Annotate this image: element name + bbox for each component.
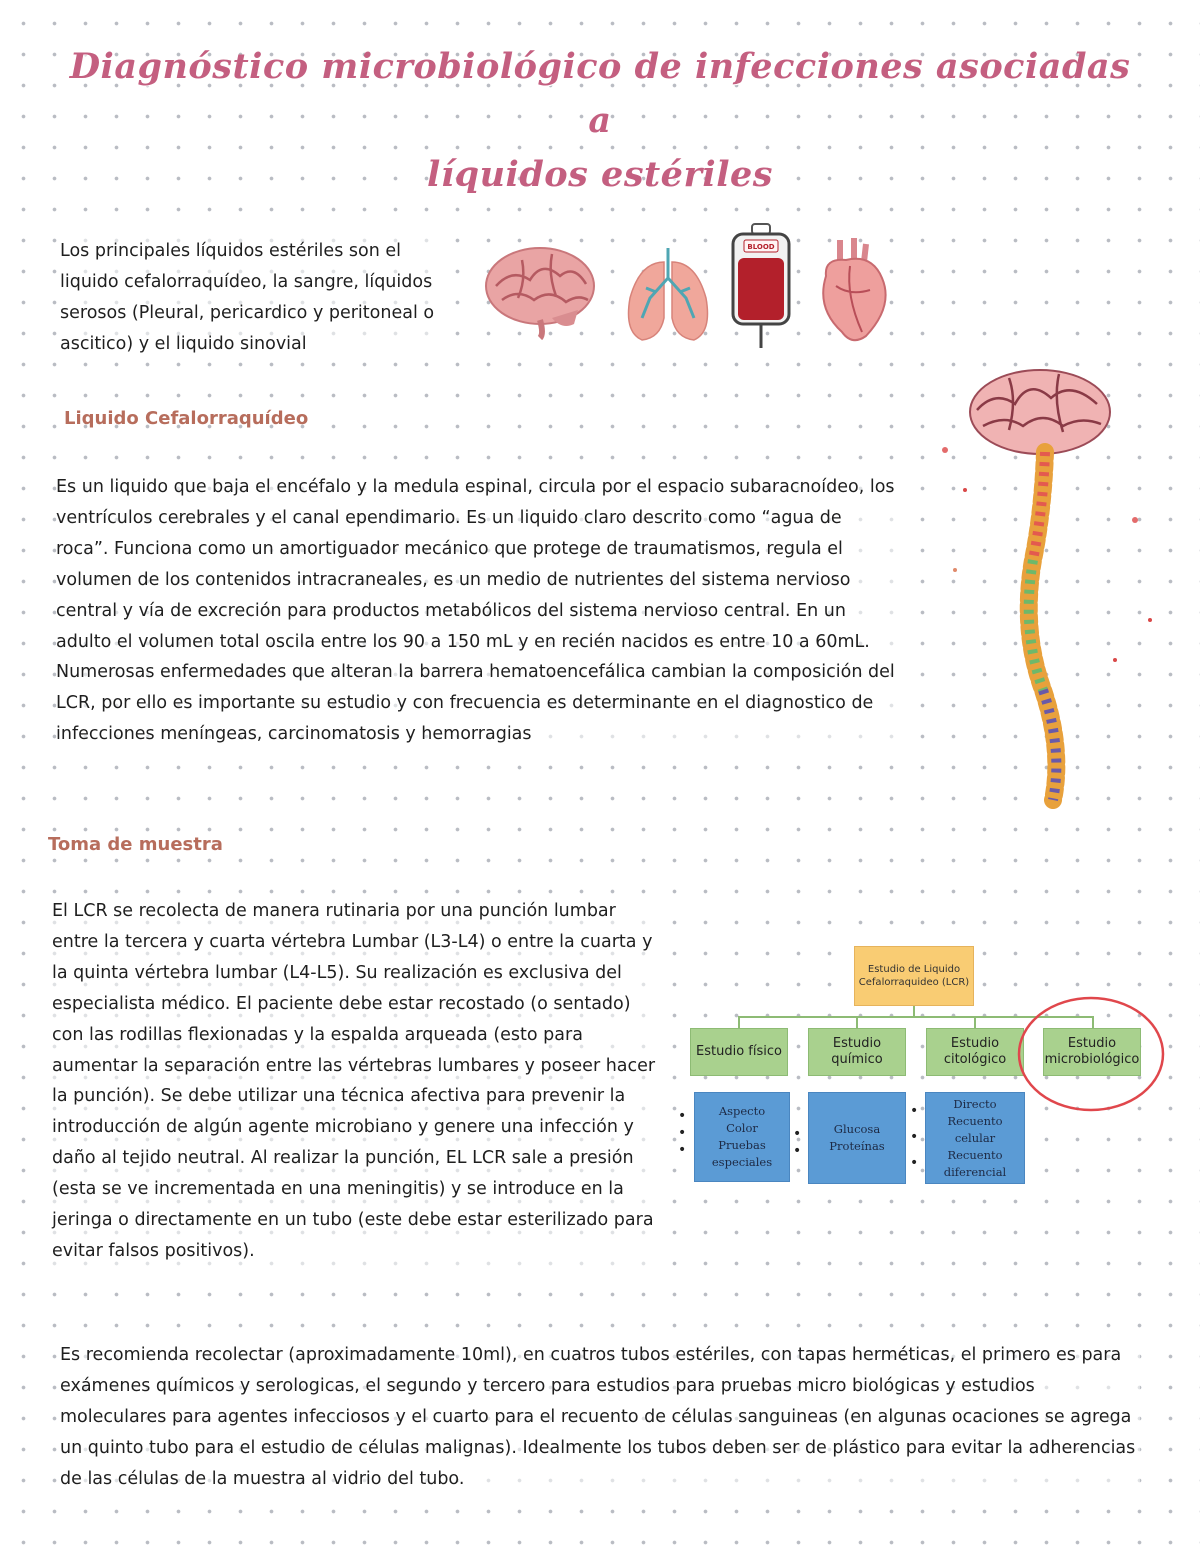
quimico-item: Glucosa bbox=[833, 1122, 881, 1136]
lungs-illustration bbox=[620, 248, 716, 346]
fisico-bullets: • • • bbox=[678, 1108, 687, 1158]
quimico-bullets: • • bbox=[793, 1126, 802, 1159]
microbiologico-highlight-circle bbox=[1016, 996, 1166, 1116]
lcr-study-diagram bbox=[678, 940, 1168, 1200]
closing-paragraph: Es recomienda recolectar (aproximadamente 10ml), en cuatros tubos estériles, con tapas herméticas, el primero es para exámenes químicos y serologicas, el segundo y tercero para estudios para pruebas micro biológicas y estudios moleculares para agentes infecciosos y el cuarto para el recuento de células sanguineas (en algunas ocaciones se agrega un quinto tubo para el estudio de células malignas). Idealmente los tubos deben ser de plástico para evitar la adherencias de las células de la muestra al vidrio del tubo. bbox=[60, 1345, 1136, 1489]
fisico-items-box bbox=[694, 1092, 790, 1182]
toma-paragraph: El LCR se recolecta de manera rutinaria por una punción lumbar entre la tercera y cuarta vértebra Lumbar (L3-L4) o entre la cuarta y la quinta vértebra lumbar (L4-L5). Su realización es exclusiva del especialista médico. El paciente debe estar recostado (o sentado) con las rodillas flexionadas y la espalda arqueada (esto para aumentar la separación entre las vértebras lumbares y poseer hacer la punción). Se debe utilizar una técnica afectiva para prevenir la introducción de algún agente microbiano y genere una infección y daño al tejido neutral. Al realizar la punción, EL LCR sale a presión (esta se ve incrementada en una meningitis) y se introduce en la jeringa o directamente en un tubo (este debe estar esterilizado para evitar falsos positivos). bbox=[52, 901, 656, 1261]
brain-illustration bbox=[482, 240, 600, 340]
quimico-items-box bbox=[808, 1092, 906, 1184]
page-title bbox=[60, 40, 1140, 202]
diagram-connector-2 bbox=[856, 1016, 858, 1028]
heart-illustration bbox=[810, 236, 894, 348]
toma-heading: Toma de muestra bbox=[48, 834, 223, 855]
fisico-item: Aspecto bbox=[718, 1104, 766, 1118]
diagram-root-box: Estudio de Liquido Cefalorraquideo (LCR) bbox=[854, 946, 974, 1006]
title-line-2: líquidos estériles bbox=[427, 154, 773, 195]
diagram-connector-3 bbox=[974, 1016, 976, 1028]
branch-fisico: Estudio físico bbox=[690, 1028, 788, 1076]
citologico-items-box bbox=[925, 1092, 1025, 1184]
citologico-bullets: • • • bbox=[910, 1103, 919, 1171]
branch-microbiologico: Estudio microbiológico bbox=[1043, 1028, 1141, 1076]
lcr-heading: Liquido Cefalorraquídeo bbox=[64, 408, 309, 429]
citologico-item: Recuento celular bbox=[947, 1113, 1003, 1145]
branch-citologico: Estudio citológico bbox=[926, 1028, 1024, 1076]
lcr-paragraph-2: Numerosas enfermedades que alteran la barrera hematoencefálica cambian la composición del LCR, por ello es importante su estudio y con frecuencia es determinante en el diagnostico de infecciones meníngeas, carcinomatosis y hemorragias bbox=[56, 662, 895, 745]
lcr-section bbox=[56, 472, 898, 750]
diagram-connector-trunk bbox=[913, 1006, 915, 1016]
closing-section bbox=[60, 1340, 1140, 1495]
title-line-1: Diagnóstico microbiológico de infecciones asociadas a bbox=[69, 46, 1131, 141]
branch-quimico: Estudio químico bbox=[808, 1028, 906, 1076]
intro-paragraph bbox=[60, 236, 450, 360]
quimico-item: Proteínas bbox=[829, 1139, 885, 1153]
citologico-item: Recuento diferencial bbox=[943, 1147, 1007, 1179]
blood-bag-illustration bbox=[728, 222, 794, 350]
fisico-item: Color bbox=[726, 1121, 758, 1135]
fisico-item: Pruebas especiales bbox=[711, 1138, 773, 1169]
citologico-item: Directo bbox=[953, 1096, 997, 1111]
toma-section bbox=[52, 896, 662, 1267]
blood-bag-label: BLOOD bbox=[747, 243, 775, 251]
diagram-connector-1 bbox=[738, 1016, 740, 1028]
intro-text: Los principales líquidos estériles son el liquido cefalorraquídeo, la sangre, líquidos serosos (Pleural, pericardico y peritoneal o ascitico) y el liquido sinovial bbox=[60, 241, 435, 354]
lcr-paragraph-1: Es un liquido que baja el encéfalo y la medula espinal, circula por el espacio subaracnoídeo, los ventrículos cerebrales y el canal ependimario. Es un liquido claro descrito como “agua de roca”. Funciona como un amortiguador mecánico que protege de traumatismos, regula el volumen de los contenidos intracraneales, es un medio de nutrientes del sistema nervioso central y vía de excreción para productos metabólicos del sistema nervioso central. En un adulto el volumen total oscila entre los 90 a 150 mL y en recién nacidos es entre 10 a 60mL. bbox=[56, 477, 895, 652]
spine-illustration bbox=[925, 360, 1175, 810]
